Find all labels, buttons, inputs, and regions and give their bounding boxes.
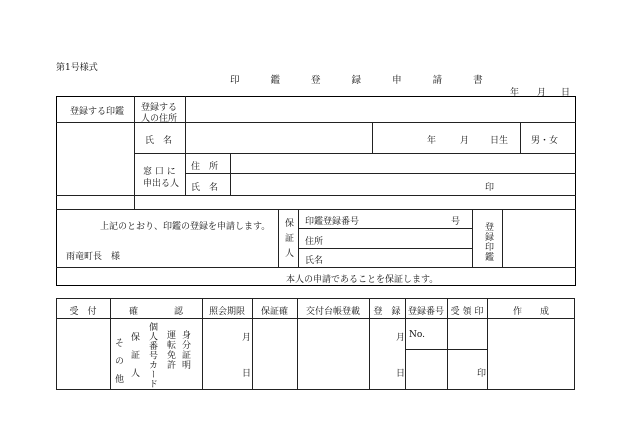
- guarantor-name-label: 氏名: [305, 256, 324, 266]
- address-label-line1: 登録する: [141, 103, 178, 113]
- request-statement: 上記のとおり、印鑑の登録を申請します。: [100, 222, 271, 232]
- gender-select[interactable]: 男・女: [531, 136, 559, 146]
- applicant-address-field[interactable]: [231, 154, 575, 172]
- header-registration: 登 録: [373, 307, 401, 317]
- register-month: 月: [396, 333, 406, 343]
- applicant-seal-mark: 印: [485, 183, 495, 193]
- header-confirmation: 確 認: [128, 307, 183, 317]
- applicant-label-line1: 窓 口 に: [143, 167, 176, 177]
- form-title: 印 鑑 登 録 申 請 書: [230, 75, 497, 86]
- header-prepared: 作 成: [512, 307, 549, 317]
- registered-seal-label: 登録印鑑: [483, 222, 493, 262]
- confirm-my-number-card[interactable]: 個人番号カード: [147, 322, 157, 389]
- applicant-label-line2: 申出る人: [143, 179, 180, 189]
- form-number: 第1号様式: [56, 63, 98, 73]
- seal-label: 登録する印鑑: [70, 107, 125, 117]
- confirm-other[interactable]: そ の 他: [113, 338, 123, 383]
- confirm-drivers-license[interactable]: 運転免許: [165, 330, 175, 370]
- registrant-address-field[interactable]: [185, 97, 575, 121]
- inquiry-day: 日: [242, 369, 252, 379]
- birth-year: 年: [427, 136, 437, 146]
- register-day: 日: [396, 369, 406, 379]
- name-label: 氏 名: [145, 136, 173, 146]
- header-ledger-entry: 交付台帳登載: [305, 307, 360, 317]
- address-label-line2: 人の住所: [141, 114, 178, 124]
- number-prefix: No.: [409, 330, 425, 340]
- header-reception: 受 付: [69, 307, 97, 317]
- applicant-name-label: 氏 名: [191, 183, 219, 193]
- applicant-address-label: 住 所: [191, 162, 219, 172]
- applicant-name-field[interactable]: [231, 174, 575, 194]
- date-day: 日: [561, 88, 571, 98]
- confirm-guarantor[interactable]: 保 証 人: [129, 332, 139, 377]
- receipt-seal-mark: 印: [477, 369, 487, 379]
- inquiry-month: 月: [242, 333, 252, 343]
- guarantor-seal-number-suffix: 号: [451, 217, 461, 227]
- header-guarantee-check: 保証確: [260, 307, 288, 317]
- guarantor-label: 保証人: [283, 218, 293, 263]
- addressee: 雨竜町長 様: [66, 252, 121, 262]
- guarantor-address-label: 住所: [305, 237, 324, 247]
- birth-day: 日生: [490, 136, 509, 146]
- confirm-id-certificate[interactable]: 身分証明: [180, 330, 190, 370]
- guarantor-seal-number-label: 印鑑登録番号: [305, 217, 360, 227]
- guarantee-statement: 本人の申請であることを保証します。: [286, 275, 439, 285]
- date-year: 年: [510, 88, 520, 98]
- date-month: 月: [537, 88, 547, 98]
- header-registration-number: 登録番号: [407, 307, 444, 317]
- header-receipt-seal: 受 領 印: [450, 307, 484, 317]
- guarantor-address-field[interactable]: [330, 230, 470, 246]
- header-inquiry-deadline: 照会期限: [208, 307, 245, 317]
- registrant-name-field[interactable]: [185, 123, 371, 152]
- birth-month: 月: [460, 136, 470, 146]
- guarantor-name-field[interactable]: [330, 250, 470, 266]
